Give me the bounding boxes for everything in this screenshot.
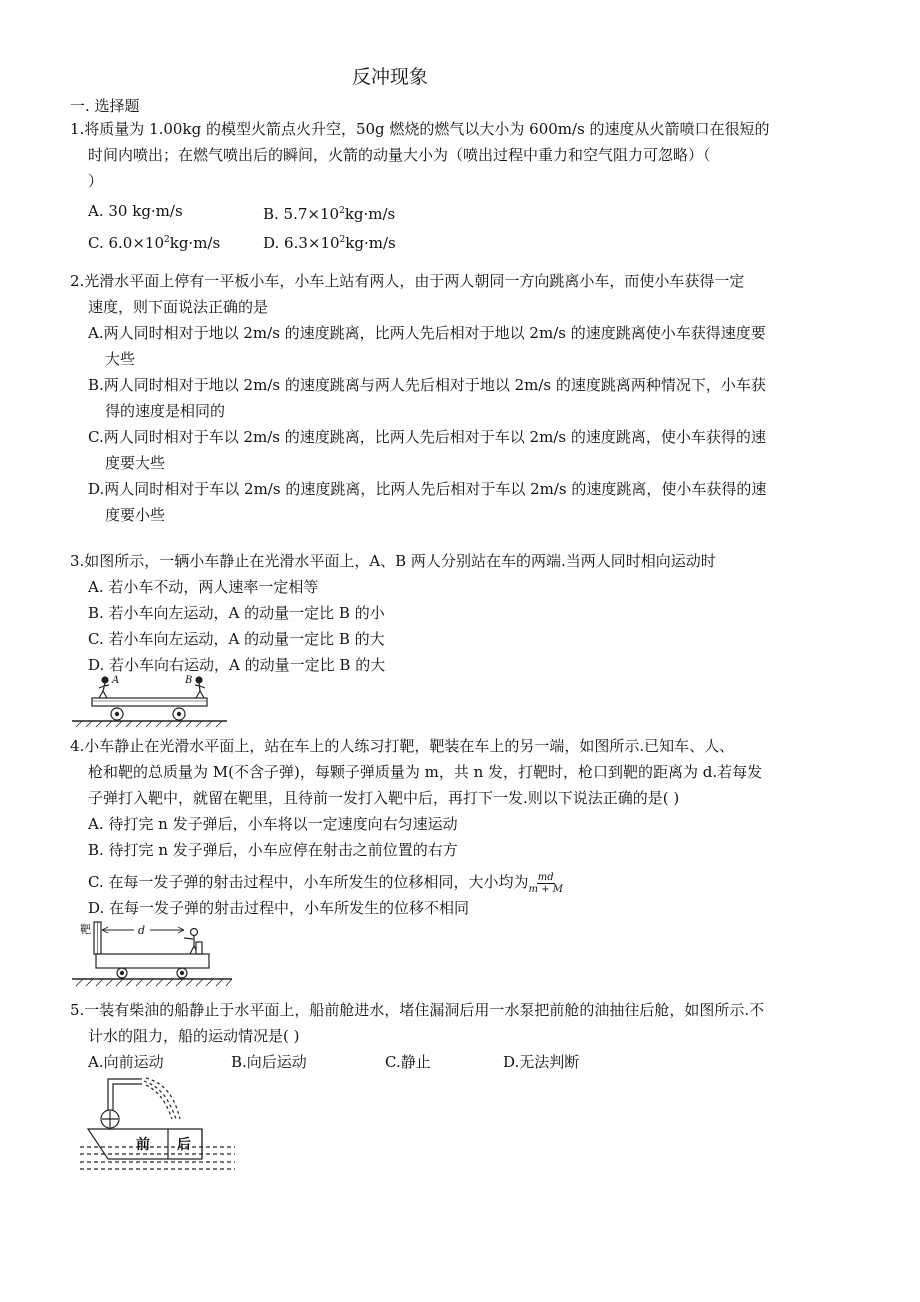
question-4 bbox=[70, 733, 845, 921]
q2-option-c[interactable]: C.两人同时相对于车以 2m/s 的速度跳离，比两人先后相对于车以 2m/s 的速度跳离，使小车获得的速 度要大些 bbox=[88, 428, 766, 472]
q5-option-d[interactable]: D.无法判断 bbox=[503, 1053, 580, 1071]
question-3 bbox=[70, 548, 845, 678]
q5-stem-line1: 5.一装有柴油的船静止于水平面上，船前舱进水，堵住漏洞后用一水泵把前舱的油抽往后舱，如图所示.不 bbox=[70, 1001, 765, 1019]
q5-label-back: 后 bbox=[177, 1137, 191, 1153]
q2-option-a[interactable]: A.两人同时相对于地以 2m/s 的速度跳离，比两人先后相对于地以 2m/s 的速度跳离使小车获得速度要 大些 bbox=[88, 324, 766, 368]
q4-stem-line1: 4.小车静止在光滑水平面上，站在车上的人练习打靶，靶装在车上的另一端，如图所示.已知车、人、 bbox=[70, 737, 735, 755]
q5-label-front: 前 bbox=[136, 1137, 150, 1153]
q3-stem: 3.如图所示，一辆小车静止在光滑水平面上，A、B 两人分别站在车的两端.当两人同时相向运动时 bbox=[70, 552, 716, 570]
q5-option-a[interactable]: A.向前运动 bbox=[88, 1053, 164, 1071]
q2-option-b[interactable]: B.两人同时相对于地以 2m/s 的速度跳离与两人先后相对于地以 2m/s 的速度跳离两种情况下，小车获 得的速度是相同的 bbox=[88, 376, 766, 420]
q1-stem-line2: 时间内喷出；在燃气喷出后的瞬间，火箭的动量大小为（喷出过程中重力和空气阻力可忽略）（ bbox=[88, 146, 711, 164]
q3-label-b: B bbox=[185, 675, 193, 686]
q2-stem-line2: 速度，则下面说法正确的是 bbox=[88, 298, 269, 316]
q4-fraction: $\frac{md}{m + M}$ bbox=[528, 871, 563, 895]
q5-option-b[interactable]: B.向后运动 bbox=[231, 1053, 307, 1071]
q4-label-d: d bbox=[138, 924, 146, 937]
section-heading: 一. 选择题 bbox=[70, 97, 140, 115]
q4-option-a[interactable]: A. 待打完 n 发子弹后，小车将以一定速度向右匀速运动 bbox=[88, 815, 458, 833]
q1-stem-line3: ） bbox=[88, 172, 104, 190]
q4-option-c[interactable]: C. 在每一发子弹的射击过程中，小车所发生的位移相同，大小均为 $\frac{md}{m + M}$ bbox=[88, 871, 563, 895]
q1-stem-line1: 1.将质量为 1.00kg 的模型火箭点火升空，50g 燃烧的燃气以大小为 600m/s 的速度从火箭喷口在很短的 bbox=[70, 120, 770, 138]
q4-stem-line2: 枪和靶的总质量为 M(不含子弹)，每颗子弹质量为 m，共 n 发，打靶时，枪口到靶的距离为 d.若每发 bbox=[88, 763, 763, 781]
question-1 bbox=[70, 116, 845, 256]
q5-ship-figure bbox=[80, 1075, 240, 1175]
q5-stem-line2: 计水的阻力，船的运动情况是( ) bbox=[88, 1027, 300, 1045]
q3-option-b[interactable]: B. 若小车向左运动，A 的动量一定比 B 的小 bbox=[88, 604, 385, 622]
q2-stem-line1: 2.光滑水平面上停有一平板小车，小车上站有两人，由于两人朝同一方向跳离小车，而使小车获得一定 bbox=[70, 272, 745, 290]
question-5 bbox=[70, 997, 845, 1075]
q1-option-c[interactable]: C. $6.0\times 10^2kg\cdot m/s$ bbox=[88, 234, 221, 252]
q1-option-d[interactable]: D. $6.3\times 10^2kg\cdot m/s$ bbox=[263, 234, 396, 252]
q4-option-d[interactable]: D. 在每一发子弹的射击过程中，小车所发生的位移不相同 bbox=[88, 899, 470, 917]
q4-label-target: 靶 bbox=[80, 923, 91, 936]
q4-option-b[interactable]: B. 待打完 n 发子弹后，小车应停在射击之前位置的右方 bbox=[88, 841, 458, 859]
q3-label-a: A bbox=[112, 675, 120, 686]
q3-option-c[interactable]: C. 若小车向左运动，A 的动量一定比 B 的大 bbox=[88, 630, 385, 648]
q5-option-c[interactable]: C.静止 bbox=[385, 1053, 431, 1071]
q3-option-a[interactable]: A. 若小车不动，两人速率一定相等 bbox=[88, 578, 319, 596]
q3-cart-figure bbox=[72, 674, 232, 729]
q4-target-figure bbox=[72, 920, 237, 988]
q1-option-a[interactable]: A. 30 kg·m/s bbox=[88, 202, 183, 220]
q1-option-b[interactable]: B. $5.7\times 10^2kg\cdot m/s$ bbox=[263, 205, 396, 223]
page-title: 反冲现象 bbox=[351, 66, 428, 88]
question-2 bbox=[70, 268, 845, 528]
q4-stem-line3: 子弹打入靶中，就留在靶里，且待前一发打入靶中后，再打下一发.则以下说法正确的是( ) bbox=[88, 789, 680, 807]
q3-option-d[interactable]: D. 若小车向右运动，A 的动量一定比 B 的大 bbox=[88, 656, 386, 674]
q2-option-d[interactable]: D.两人同时相对于车以 2m/s 的速度跳离，比两人先后相对于车以 2m/s 的速度跳离，使小车获得的速 度要小些 bbox=[88, 480, 767, 524]
